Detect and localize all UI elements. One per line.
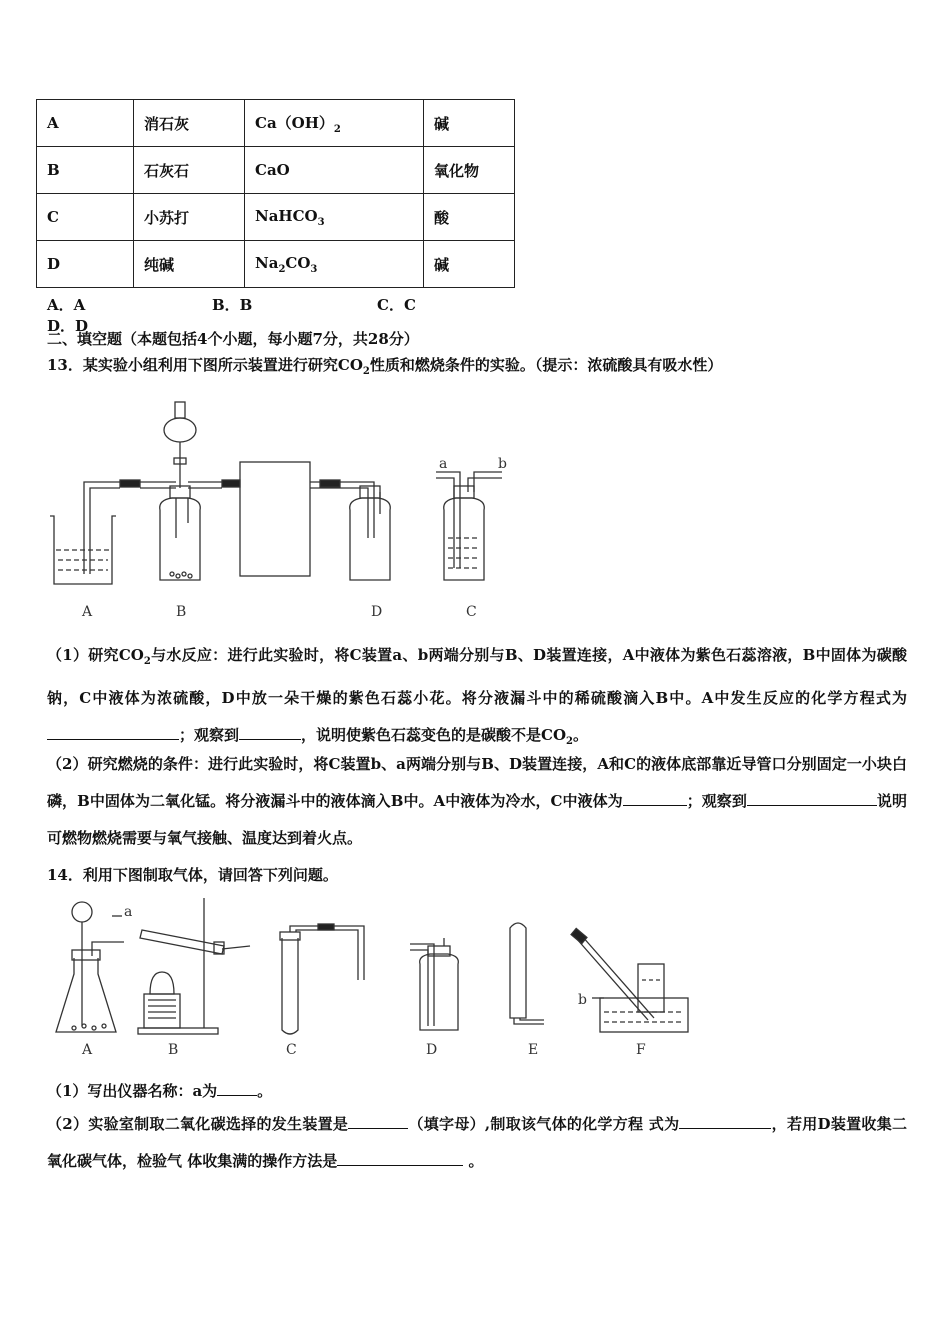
bottle-d bbox=[350, 498, 391, 580]
formula: CaO bbox=[245, 147, 424, 194]
q13-stem: 13．某实验小组利用下图所示装置进行研究$CO_2$性质和燃烧条件的实验。（提示：浓硫酸具有吸水性） bbox=[47, 356, 723, 377]
row-label: B bbox=[37, 147, 134, 194]
q14-apparatus-figure bbox=[44, 894, 704, 1064]
category: 碱 bbox=[424, 241, 515, 288]
q13-part1: （1）研究$CO_2$与水反应：进行此实验时，将C装置a、b两端分别与B、D装置连接，A中液体为紫色石蕊溶液，B中固体为碳酸钠，C中液体为浓硫酸，D中放一朵干燥的紫色石蕊小花。将分液漏斗中的稀硫酸滴入B中。A中发生反应的化学方程式为；观察到 ，说明使紫色石蕊变色的是碳酸不是$CO_2$。 bbox=[47, 646, 907, 747]
category: 氧化物 bbox=[424, 147, 515, 194]
fig-label-d: D bbox=[426, 1042, 438, 1058]
bottle-b bbox=[160, 498, 201, 580]
formula: NaHCO$_3$ bbox=[245, 194, 424, 241]
formula: $Na_2CO_3$ bbox=[245, 241, 424, 288]
table-row bbox=[37, 241, 515, 288]
row-label: C bbox=[37, 194, 134, 241]
category: 酸 bbox=[424, 194, 515, 241]
answer-blank[interactable] bbox=[679, 1114, 771, 1129]
fig-label-d: D bbox=[371, 604, 383, 620]
answer-blank[interactable] bbox=[623, 791, 687, 806]
fig-label-c: C bbox=[286, 1042, 297, 1058]
table-row bbox=[37, 100, 515, 147]
flask-a bbox=[56, 958, 116, 1032]
choice-d[interactable]: D．D bbox=[47, 317, 89, 335]
tube-b bbox=[140, 930, 224, 954]
row-label: A bbox=[37, 100, 134, 147]
answer-blank[interactable] bbox=[337, 1151, 463, 1166]
options-table bbox=[36, 99, 515, 288]
mark-b: b bbox=[578, 992, 587, 1008]
fig-label-b: B bbox=[168, 1042, 179, 1058]
q14-part1: （1）写出仪器名称：a为 。 bbox=[47, 1082, 273, 1100]
substance-name: 小苏打 bbox=[134, 194, 245, 241]
fig-label-a: A bbox=[82, 604, 93, 620]
table-row bbox=[37, 147, 515, 194]
section-title: 二、填空题（本题包括4个小题，每小题7分，共28分） bbox=[47, 330, 419, 348]
substance-name: 石灰石 bbox=[134, 147, 245, 194]
fig-label-e: E bbox=[528, 1042, 539, 1058]
tube-label-b: b bbox=[498, 456, 507, 472]
choice-c[interactable]: C．C bbox=[377, 296, 416, 314]
answer-blank[interactable] bbox=[47, 725, 179, 740]
answer-blank[interactable] bbox=[217, 1081, 257, 1096]
formula: $Ca(OH)_2$ bbox=[245, 100, 424, 147]
row-label: D bbox=[37, 241, 134, 288]
fig-label-c: C bbox=[466, 604, 477, 620]
fig-label-b: B bbox=[176, 604, 187, 620]
mark-a: a bbox=[124, 904, 133, 920]
fig-label-a: A bbox=[82, 1042, 93, 1058]
answer-blank[interactable] bbox=[348, 1114, 408, 1129]
answer-blank[interactable] bbox=[239, 725, 301, 740]
tube-label-a: a bbox=[439, 456, 448, 472]
q13-apparatus-figure bbox=[40, 388, 560, 628]
q14-part2: （2）实验室制取二氧化碳选择的发生装置是 （填字母）,制取该气体的化学方程 式为 ，若用D装置收集二氧化碳气体，检验气 体收集满的操作方法是 。 bbox=[47, 1115, 907, 1170]
test-tube-c bbox=[282, 938, 298, 1034]
q13-part2: （2）研究燃烧的条件：进行此实验时，将C装置b、a两端分别与B、D装置连接，A和C的液体底部靠近导管口分别固定一小块白磷，B中固体为二氧化锰。将分液漏斗中的液体滴入B中。A中液体为冷水，C中液体为 ；观察到 说明可燃物燃烧需要与氧气接触、温度达到着火点。 bbox=[47, 755, 907, 847]
tube-e bbox=[510, 923, 526, 1018]
unknown-box bbox=[240, 462, 310, 576]
table-row bbox=[37, 194, 515, 241]
category: 碱 bbox=[424, 100, 515, 147]
fig-label-f: F bbox=[636, 1042, 646, 1058]
choice-b[interactable]: B．B bbox=[212, 296, 253, 314]
choice-a[interactable]: A．A bbox=[47, 296, 86, 314]
substance-name: 纯碱 bbox=[134, 241, 245, 288]
substance-name: 消石灰 bbox=[134, 100, 245, 147]
q14-stem: 14．利用下图制取气体，请回答下列问题。 bbox=[47, 866, 338, 884]
answer-blank[interactable] bbox=[747, 791, 877, 806]
bottle-d bbox=[420, 954, 459, 1030]
